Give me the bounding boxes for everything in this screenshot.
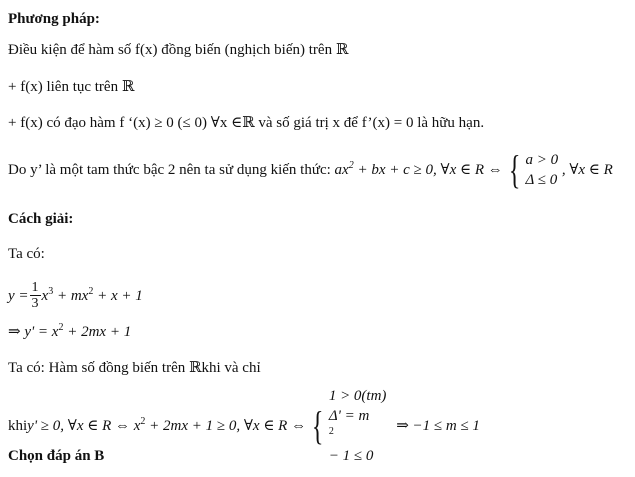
ta-co-2: Ta có: Hàm số đồng biến trên ℝkhi và chỉ (8, 360, 261, 376)
heading-method: Phương pháp: (8, 11, 100, 27)
khi-text: khi (8, 418, 28, 434)
fraction-one-third: $\frac{1}{3}$ (31, 280, 39, 311)
knowledge-tail: , ∀x ∈ R (561, 162, 613, 178)
knowledge-text: Do y’ là một tam thức bậc 2 nên ta sử dụng kiến thức: (8, 162, 331, 178)
khi-expression: y' ≥ 0, ∀x ∈ R ⇔ $x^2 + 2mx + 1 \ge 0$, ∀x ∈ R ⇔ (27, 416, 307, 434)
knowledge-system: a > 0 Δ ≤ 0 (525, 152, 559, 188)
derivative-y: ⇒ $y' = x^2 + 2mx + 1$ (8, 322, 132, 340)
khi-brace: { (311, 403, 324, 448)
bullet-derivative: + f(x) có đạo hàm f ‘(x) ≥ 0 (≤ 0) ∀x ∈ℝ và số giá trị x để f’(x) = 0 là hữu hạn. (8, 115, 485, 131)
khi-system: 1 > 0(tm) Δ' = m $^2$ − 1 ≤ 0 (328, 388, 387, 464)
final-answer: Chọn đáp án B (8, 448, 105, 464)
heading-solution: Cách giải: (8, 211, 74, 227)
bullet-continuous: + f(x) liên tục trên ℝ (8, 79, 135, 95)
ta-co-1: Ta có: (8, 246, 45, 262)
knowledge-expression: $ax^2$ + bx + c ≥ 0, ∀x ∈ R ⇔ (334, 160, 503, 178)
knowledge-brace: { (508, 147, 520, 192)
knowledge-line (8, 147, 613, 192)
function-y: y = $\frac{1}{3}$ $x^3 + mx^2 + x + 1$ (8, 280, 143, 311)
khi-result: ⇒ −1 ≤ m ≤ 1 (396, 418, 480, 434)
condition-line: Điều kiện để hàm số f(x) đồng biến (nghịch biến) trên ℝ (8, 42, 349, 58)
